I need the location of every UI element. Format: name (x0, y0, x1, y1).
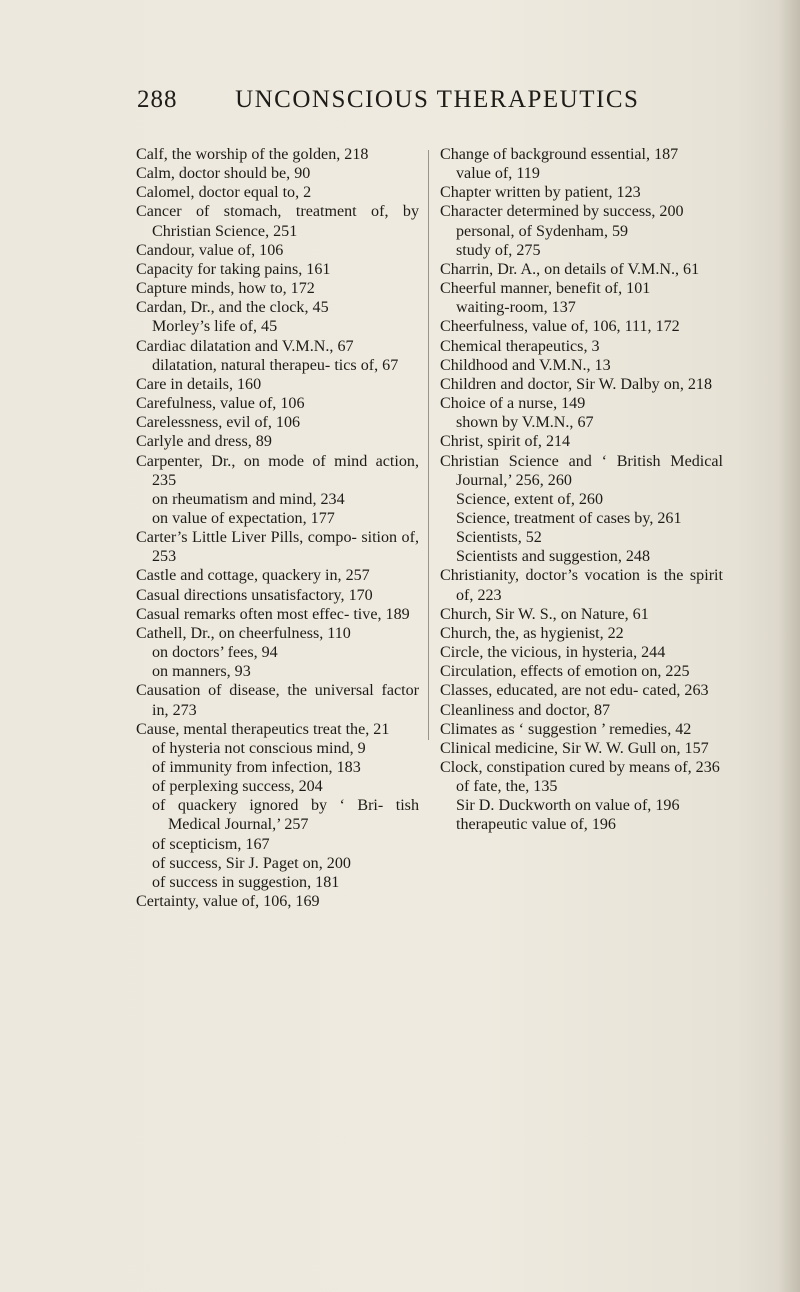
index-subentry: of immunity from infection, 183 (152, 759, 361, 776)
index-subentry: of quackery ignored by ‘ Bri- tish Medical Journal,’ 257 (152, 797, 419, 834)
index-subentry: of scepticism, 167 (152, 835, 270, 853)
index-entry: Cheerful manner, benefit of, 101 (440, 280, 651, 298)
index-subentry: dilatation, natural therapeu- tics of, 67 (152, 356, 399, 374)
index-entry: Capacity for taking pains, 161 (136, 260, 331, 278)
index-entry: Calm, doctor should be, 90 (136, 165, 311, 183)
index-entry: Carlyle and dress, 89 (136, 433, 272, 451)
index-entry: Circulation, effects of emotion on, 225 (440, 663, 690, 681)
index-column-left (136, 145, 419, 911)
index-entry: Circle, the vicious, in hysteria, 244 (440, 644, 666, 662)
index-entry: Climates as ‘ suggestion ’ remedies, 42 (440, 720, 692, 738)
index-subentry: Science, treatment of cases by, 261 (456, 509, 682, 527)
index-entry: Carefulness, value of, 106 (136, 395, 305, 413)
index-entry: Change of background essential, 187 (440, 146, 679, 163)
index-entry: Cleanliness and doctor, 87 (440, 701, 611, 719)
index-entry: Causation of disease, the universal factor in, 273 (136, 682, 419, 719)
index-entry: Choice of a nurse, 149 (440, 395, 586, 413)
index-entry: Classes, educated, are not edu- cated, 263 (440, 682, 709, 700)
index-subentry: of fate, the, 135 (456, 778, 558, 796)
index-entry: Casual directions unsatisfactory, 170 (136, 586, 373, 604)
index-subentry: of success in suggestion, 181 (152, 873, 340, 891)
page-number: 288 (137, 86, 178, 113)
page-title: UNCONSCIOUS THERAPEUTICS (235, 86, 640, 113)
index-entry: Cathell, Dr., on cheerfulness, 110 (136, 624, 351, 642)
index-subentry: Science, extent of, 260 (456, 490, 604, 508)
index-subentry: shown by V.M.N., 67 (456, 414, 594, 432)
index-entry: Cheerfulness, value of, 106, 111, 172 (440, 318, 680, 336)
index-entry: Capture minds, how to, 172 (136, 280, 315, 298)
index-subentry: Sir D. Duckworth on value of, 196 (456, 797, 680, 815)
index-subentry: Morley’s life of, 45 (152, 318, 278, 336)
index-entry: Castle and cottage, quackery in, 257 (136, 567, 370, 585)
index-subentry: Scientists, 52 (456, 529, 542, 547)
index-entry: Christian Science and ‘ British Medical Journal,’ 256, 260 (440, 452, 723, 489)
index-entry: Christianity, doctor’s vocation is the spirit of, 223 (440, 567, 723, 604)
index-entry: Carter’s Little Liver Pills, compo- sition of, 253 (136, 529, 419, 566)
index-entry: Children and doctor, Sir W. Dalby on, 218 (440, 375, 713, 393)
index-subentry: personal, of Sydenham, 59 (456, 222, 629, 240)
index-entry: Charrin, Dr. A., on details of V.M.N., 61 (440, 260, 700, 278)
index-entry: Care in details, 160 (136, 375, 262, 393)
index-subentry: on doctors’ fees, 94 (152, 644, 278, 662)
index-entry: Church, Sir W. S., on Nature, 61 (440, 605, 649, 623)
index-entry: Casual remarks often most effec- tive, 189 (136, 605, 410, 623)
index-entry: Chapter written by patient, 123 (440, 184, 641, 202)
index-entry: Cause, mental therapeutics treat the, 21 (136, 720, 390, 738)
index-entry: Cancer of stomach, treatment of, by Christian Science, 251 (136, 203, 419, 240)
index-subentry: value of, 119 (456, 165, 540, 183)
index-entry: Chemical therapeutics, 3 (440, 337, 600, 355)
index-entry: Candour, value of, 106 (136, 241, 284, 259)
page-edge-shadow (778, 0, 800, 1292)
index-subentry: study of, 275 (456, 241, 541, 259)
index-entry: Carelessness, evil of, 106 (136, 414, 301, 432)
index-entry: Church, the, as hygienist, 22 (440, 624, 624, 642)
index-subentry: Scientists and suggestion, 248 (456, 548, 651, 566)
index-entry: Certainty, value of, 106, 169 (136, 893, 320, 911)
index-entry: Childhood and V.M.N., 13 (440, 356, 611, 374)
index-subentry: therapeutic value of, 196 (456, 816, 616, 834)
index-entry: Calf, the worship of the golden, 218 (136, 146, 369, 163)
index-subentry: waiting-room, 137 (456, 299, 576, 317)
index-entry: Carpenter, Dr., on mode of mind action, 235 (136, 452, 419, 489)
index-entry: Christ, spirit of, 214 (440, 433, 571, 451)
index-subentry: on manners, 93 (152, 663, 251, 681)
index-entry: Clinical medicine, Sir W. W. Gull on, 157 (440, 739, 709, 757)
index-entry: Cardan, Dr., and the clock, 45 (136, 299, 329, 317)
index-entry: Clock, constipation cured by means of, 236 (440, 759, 720, 776)
index-entry: Character determined by success, 200 (440, 203, 684, 221)
index-subentry: of hysteria not conscious mind, 9 (152, 739, 366, 757)
column-divider (428, 150, 429, 740)
index-subentry: of success, Sir J. Paget on, 200 (152, 854, 351, 872)
index-subentry: on value of expectation, 177 (152, 509, 335, 527)
index-entry: Calomel, doctor equal to, 2 (136, 184, 312, 202)
index-subentry: on rheumatism and mind, 234 (152, 490, 345, 508)
index-subentry: of perplexing success, 204 (152, 778, 323, 796)
running-head (137, 86, 697, 114)
index-column-right (440, 145, 723, 835)
index-entry: Cardiac dilatation and V.M.N., 67 (136, 337, 354, 355)
